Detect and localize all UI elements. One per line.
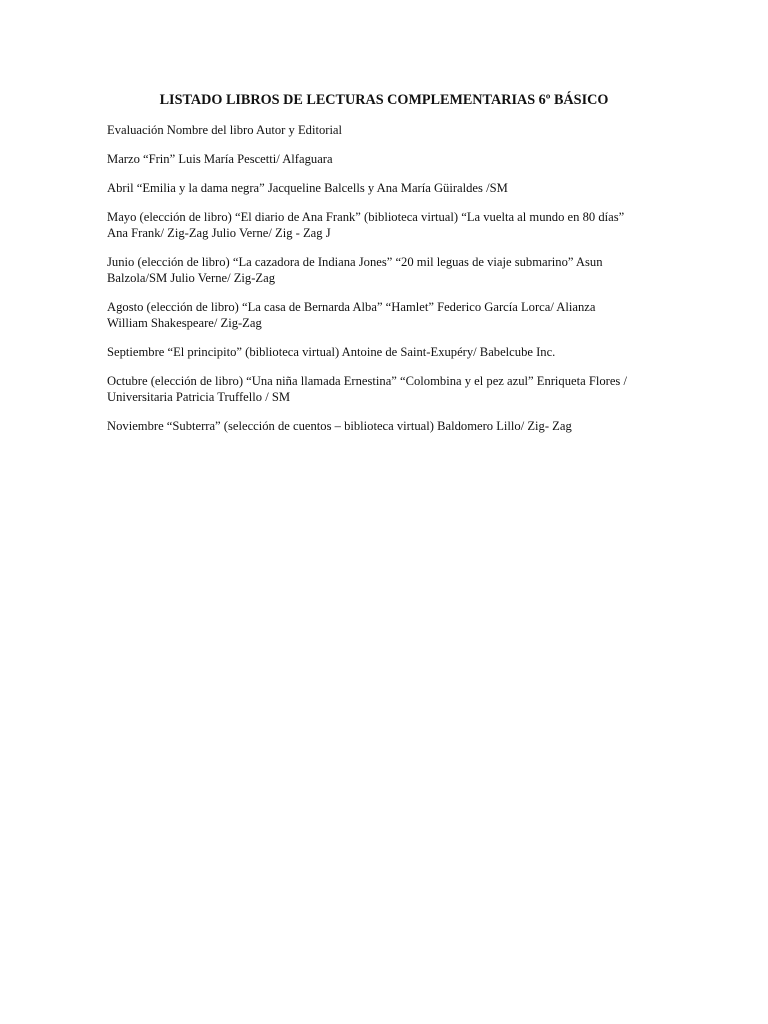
- document-body: [107, 122, 637, 447]
- entry-abril: Abril “Emilia y la dama negra” Jacqueline Balcells y Ana María Güiraldes /SM: [107, 181, 508, 195]
- entry-marzo: Marzo “Frin” Luis María Pescetti/ Alfaguara: [107, 152, 333, 166]
- entry-agosto: Agosto (elección de libro) “La casa de Bernarda Alba” “Hamlet” Federico García Lorca/ Alianza William Shakespeare/ Zig-Zag: [107, 300, 596, 330]
- entry-octubre: Octubre (elección de libro) “Una niña llamada Ernestina” “Colombina y el pez azul” Enriqueta Flores / Universitaria Patricia Truffello / SM: [107, 374, 627, 404]
- entry-noviembre: Noviembre “Subterra” (selección de cuentos – biblioteca virtual) Baldomero Lillo/ Zig- Zag: [107, 419, 572, 433]
- entry-junio: Junio (elección de libro) “La cazadora de Indiana Jones” “20 mil leguas de viaje submarino” Asun Balzola/SM Julio Verne/ Zig-Zag: [107, 255, 603, 285]
- entry-septiembre: Septiembre “El principito” (biblioteca virtual) Antoine de Saint-Exupéry/ Babelcube Inc.: [107, 345, 556, 359]
- header-row: Evaluación Nombre del libro Autor y Editorial: [107, 123, 343, 137]
- entry-mayo: Mayo (elección de libro) “El diario de Ana Frank” (biblioteca virtual) “La vuelta al mundo en 80 días” Ana Frank/ Zig-Zag Julio Verne/ Zig - Zag J: [107, 210, 625, 240]
- document-title: LISTADO LIBROS DE LECTURAS COMPLEMENTARIAS 6º BÁSICO: [159, 92, 609, 108]
